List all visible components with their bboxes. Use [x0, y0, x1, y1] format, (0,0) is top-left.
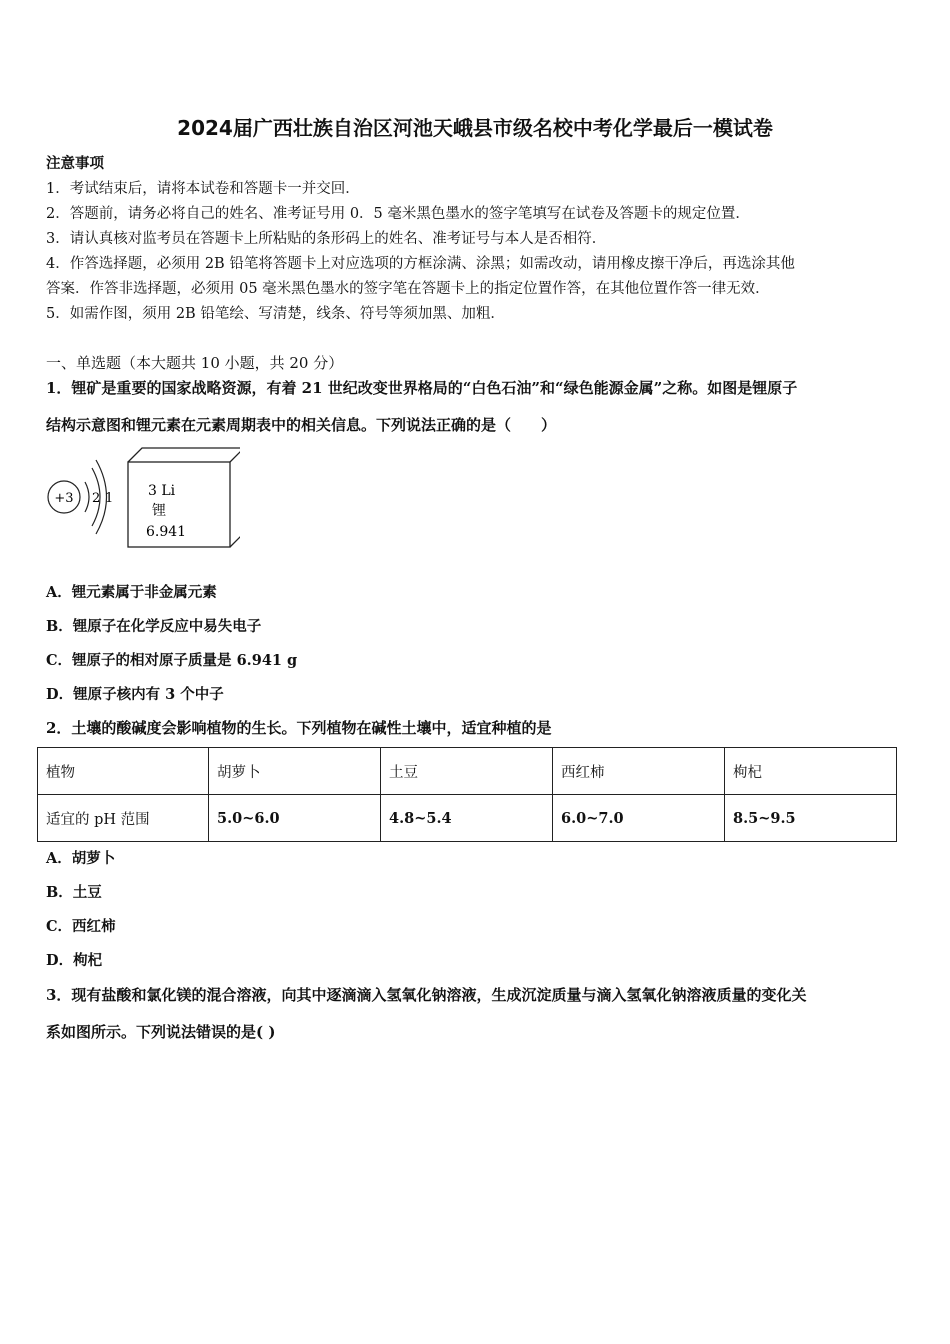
question-3-stem-cont: 系如图所示。下列说法错误的是( ): [46, 1023, 276, 1041]
table-cell: 6.0~7.0: [553, 795, 725, 842]
q2-option-a: A．胡萝卜: [46, 850, 116, 867]
notice-item: 1．考试结束后，请将本试卷和答题卡一并交回．: [46, 181, 360, 197]
notice-item: 2．答题前，请务必将自己的姓名、准考证号用 0．5 毫米黑色墨水的签字笔填写在试卷及答题卡的规定位置．: [46, 206, 750, 222]
table-cell: 枸杞: [725, 748, 897, 795]
q1-option-a: A．锂元素属于非金属元素: [46, 584, 217, 601]
nucleus-charge: +3: [54, 491, 74, 506]
shell-2-electrons: 1: [105, 491, 114, 506]
q2-option-c: C．西红柿: [46, 918, 116, 935]
question-2-stem: 2．土壤的酸碱度会影响植物的生长。下列植物在碱性土壤中，适宜种植的是: [46, 719, 552, 737]
q2-option-b: B．土豆: [46, 884, 102, 901]
electron-shell-arc: [85, 482, 89, 512]
notice-item: 答案．作答非选择题，必须用 05 毫米黑色墨水的签字笔在答题卡上的指定位置作答，在其他位置作答一律无效．: [46, 281, 770, 297]
notice-item: 4．作答选择题，必须用 2B 铅笔将答题卡上对应选项的方框涂满、涂黑；如需改动，请用橡皮擦干净后，再选涂其他: [46, 256, 795, 272]
q1-option-c: C．锂原子的相对原子质量是 6.941 g: [46, 652, 298, 669]
table-row: [38, 748, 897, 795]
notice-item: 5．如需作图，须用 2B 铅笔绘、写清楚，线条、符号等须加黑、加粗．: [46, 306, 505, 322]
table-cell: 植物: [38, 748, 209, 795]
table-cell: 4.8~5.4: [381, 795, 553, 842]
q1-option-d: D．锂原子核内有 3 个中子: [46, 686, 224, 703]
notice-heading: 注意事项: [46, 155, 104, 172]
atomic-mass: 6.941: [146, 524, 187, 540]
lithium-figure: [40, 440, 240, 555]
element-number-symbol: 3 Li: [148, 483, 176, 499]
question-1-stem: 1．锂矿是重要的国家战略资源，有着 21 世纪改变世界格局的“白色石油”和“绿色能源金属”之称。如图是锂原子: [46, 379, 798, 397]
notice-item: 3．请认真核对监考员在答题卡上所粘贴的条形码上的姓名、准考证号与本人是否相符．: [46, 231, 607, 247]
ph-table: [37, 747, 897, 842]
table-cell: 适宜的 pH 范围: [38, 795, 209, 842]
shell-1-electrons: 2: [92, 491, 101, 506]
q1-option-b: B．锂原子在化学反应中易失电子: [46, 618, 262, 635]
table-row: [38, 795, 897, 842]
section-heading: 一、单选题（本大题共 10 小题，共 20 分）: [46, 354, 344, 372]
q2-option-d: D．枸杞: [46, 952, 103, 969]
table-cell: 胡萝卜: [209, 748, 381, 795]
element-cell-edge: [230, 448, 240, 462]
table-cell: 5.0~6.0: [209, 795, 381, 842]
question-1-stem-cont: 结构示意图和锂元素在元素周期表中的相关信息。下列说法正确的是（ ）: [46, 416, 557, 434]
element-name: 锂: [152, 503, 166, 519]
table-cell: 8.5~9.5: [725, 795, 897, 842]
table-cell: 土豆: [381, 748, 553, 795]
question-3-stem: 3．现有盐酸和氯化镁的混合溶液，向其中逐滴滴入氢氧化钠溶液，生成沉淀质量与滴入氢氧化钠溶液质量的变化关: [46, 986, 807, 1004]
page-title: 2024届广西壮族自治区河池天峨县市级名校中考化学最后一模试卷: [177, 116, 773, 140]
table-cell: 西红柿: [553, 748, 725, 795]
